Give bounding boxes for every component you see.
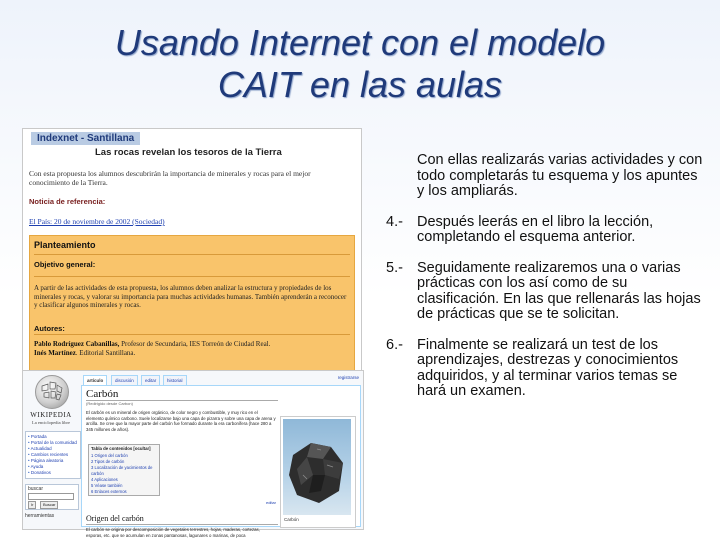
author2-affiliation: . Editorial Santillana. (75, 348, 136, 357)
tab-historial[interactable]: historial (163, 375, 187, 385)
activity-list (386, 153, 706, 415)
list-item (386, 215, 706, 246)
photo-caption: Carbón (284, 517, 299, 522)
wikipedia-sidebar (23, 371, 79, 529)
panel-divider (34, 254, 350, 255)
coal-photo-frame (280, 416, 356, 528)
item-number: 5.- (386, 259, 403, 276)
wikipedia-tagline: La enciclopedia libre (32, 420, 70, 425)
nav-item-donativos[interactable]: • Donativos (28, 470, 80, 476)
wikipedia-tabs (81, 373, 361, 385)
tools-label: herramientas (25, 513, 55, 519)
authors-text (34, 340, 348, 357)
register-link[interactable]: registrarse (337, 375, 359, 380)
toc-item[interactable]: 6 Enlaces externos (91, 489, 127, 494)
objective-title: Objetivo general: (34, 260, 96, 269)
slide-title-line2: CAIT en las aulas (217, 64, 503, 105)
nav-item-pagina-aleatoria[interactable]: • Página aleatoria (28, 458, 80, 464)
table-of-contents (88, 444, 160, 496)
toc-title[interactable]: Tabla de contenidos [ocultar] (91, 446, 151, 451)
indexnet-screenshot (22, 128, 362, 375)
search-input[interactable] (28, 493, 74, 500)
redirect-note: (Redirigido desde Carbon) (86, 401, 133, 406)
section-rule (86, 524, 278, 525)
author1-name: Pablo Rodríguez Cabanillas, (34, 340, 120, 348)
reference-label: Noticia de referencia: (29, 197, 106, 206)
indexnet-headline: Las rocas revelan los tesoros de la Tierra (95, 147, 282, 158)
wikipedia-globe-icon[interactable] (35, 375, 69, 409)
article-title: Carbón (86, 388, 119, 400)
item-number: 4.- (386, 213, 403, 230)
planteamiento-panel (29, 235, 355, 373)
item-text: Después leerás en el libro la lección, completando el esquema anterior. (417, 213, 654, 245)
nav-item-portada[interactable]: • Portada (28, 434, 80, 440)
wikipedia-article (81, 385, 361, 538)
slide-title (0, 22, 720, 106)
go-button[interactable]: Ir (28, 501, 36, 509)
toc-item[interactable]: 2 Tipos de carbón (91, 459, 125, 464)
item-text: Finalmente se realizará un test de los aprendizajes, destrezas y conocimientos adquiridos, y al terminar varios temas se hará un examen. (417, 336, 679, 399)
section-heading: Origen del carbón (86, 514, 144, 523)
section-text: El carbón se origina por descomposición de vegetales terrestres, hojas, maderas, cortezas, esporas, etc. que se acumulan en zonas pantanosas, lagunares o marinas, de poca (86, 527, 260, 538)
list-item (386, 261, 706, 323)
tab-discusion[interactable]: discusión (111, 375, 138, 385)
toc-item[interactable]: 1 Origen del carbón (91, 453, 128, 458)
search-button[interactable]: Buscar (40, 501, 58, 509)
nav-item-portal-comunidad[interactable]: • Portal de la comunidad (28, 440, 80, 446)
reference-link[interactable]: El País: 20 de noviembre de 2002 (Sociedad) (29, 217, 165, 226)
author2-name: Inés Martínez (34, 348, 76, 357)
edit-section-link[interactable]: editar (265, 500, 276, 505)
wikipedia-nav (25, 431, 81, 479)
indexnet-intro: Con esta propuesta los alumnos descubrirán la importancia de minerales y rocas para el mejor conocimiento de la Tierra. (29, 169, 311, 187)
authors-title: Autores: (34, 324, 65, 333)
search-label: buscar (28, 486, 44, 492)
toc-item[interactable]: 4 Aplicaciones (91, 477, 118, 482)
toc-list (91, 453, 159, 495)
author1-affiliation: Profesor de Secundaria, IES Torreón de Ciudad Real. (119, 340, 271, 348)
article-lead: El carbón es un mineral de origen orgánico, de color negro y combustible, y muy rico en el elemento químico carbono. Suele localizarse bajo una capa de pizarra y sobre una capa de arena y arcilla. Se cree que la mayor parte del carbón fue formado durante la era carbonífera (hace 280 a 345 millones de años). (86, 410, 276, 432)
panel-title: Planteamiento (34, 240, 96, 250)
coal-photo[interactable] (283, 419, 351, 515)
objective-text: A partir de las actividades de esta propuesta, los alumnos deben analizar la estructura y propiedades de los minerales y rocas, y valorar su importancia para muchas actividades humanas. También aprenderán a reconocer y clasificar algunos minerales y rocas. (34, 284, 347, 309)
slide-title-line1: Usando Internet con el modelo (114, 22, 606, 63)
item-text: Seguidamente realizaremos una o varias prácticas con los así como de su clasificación. En las que rellenarás las hojas de prácticas que se te solicitan. (417, 259, 701, 322)
nav-item-ayuda[interactable]: • Ayuda (28, 464, 80, 470)
toc-item[interactable]: 3 Localización de yacimientos de carbón (91, 465, 153, 476)
intro-paragraph: Con ellas realizarás varias actividades y con todo completarás tu esquema y los apuntes y los ampliarás. (417, 152, 703, 199)
wikipedia-wordmark: WIKIPEDIA (30, 411, 72, 419)
wikipedia-screenshot (22, 370, 364, 538)
nav-item-cambios-recientes[interactable]: • Cambios recientes (28, 452, 80, 458)
panel-divider (34, 334, 350, 335)
item-number: 6.- (386, 336, 403, 353)
indexnet-brand[interactable]: Indexnet - Santillana (31, 132, 140, 145)
tab-editar[interactable]: editar (141, 375, 160, 385)
toc-item[interactable]: 5 Véase también (91, 483, 123, 488)
tab-articulo[interactable]: artículo (83, 375, 107, 385)
nav-item-actualidad[interactable]: • Actualidad (28, 446, 80, 452)
wikipedia-search-box (25, 484, 79, 510)
panel-divider (34, 276, 350, 277)
list-item (386, 338, 706, 400)
